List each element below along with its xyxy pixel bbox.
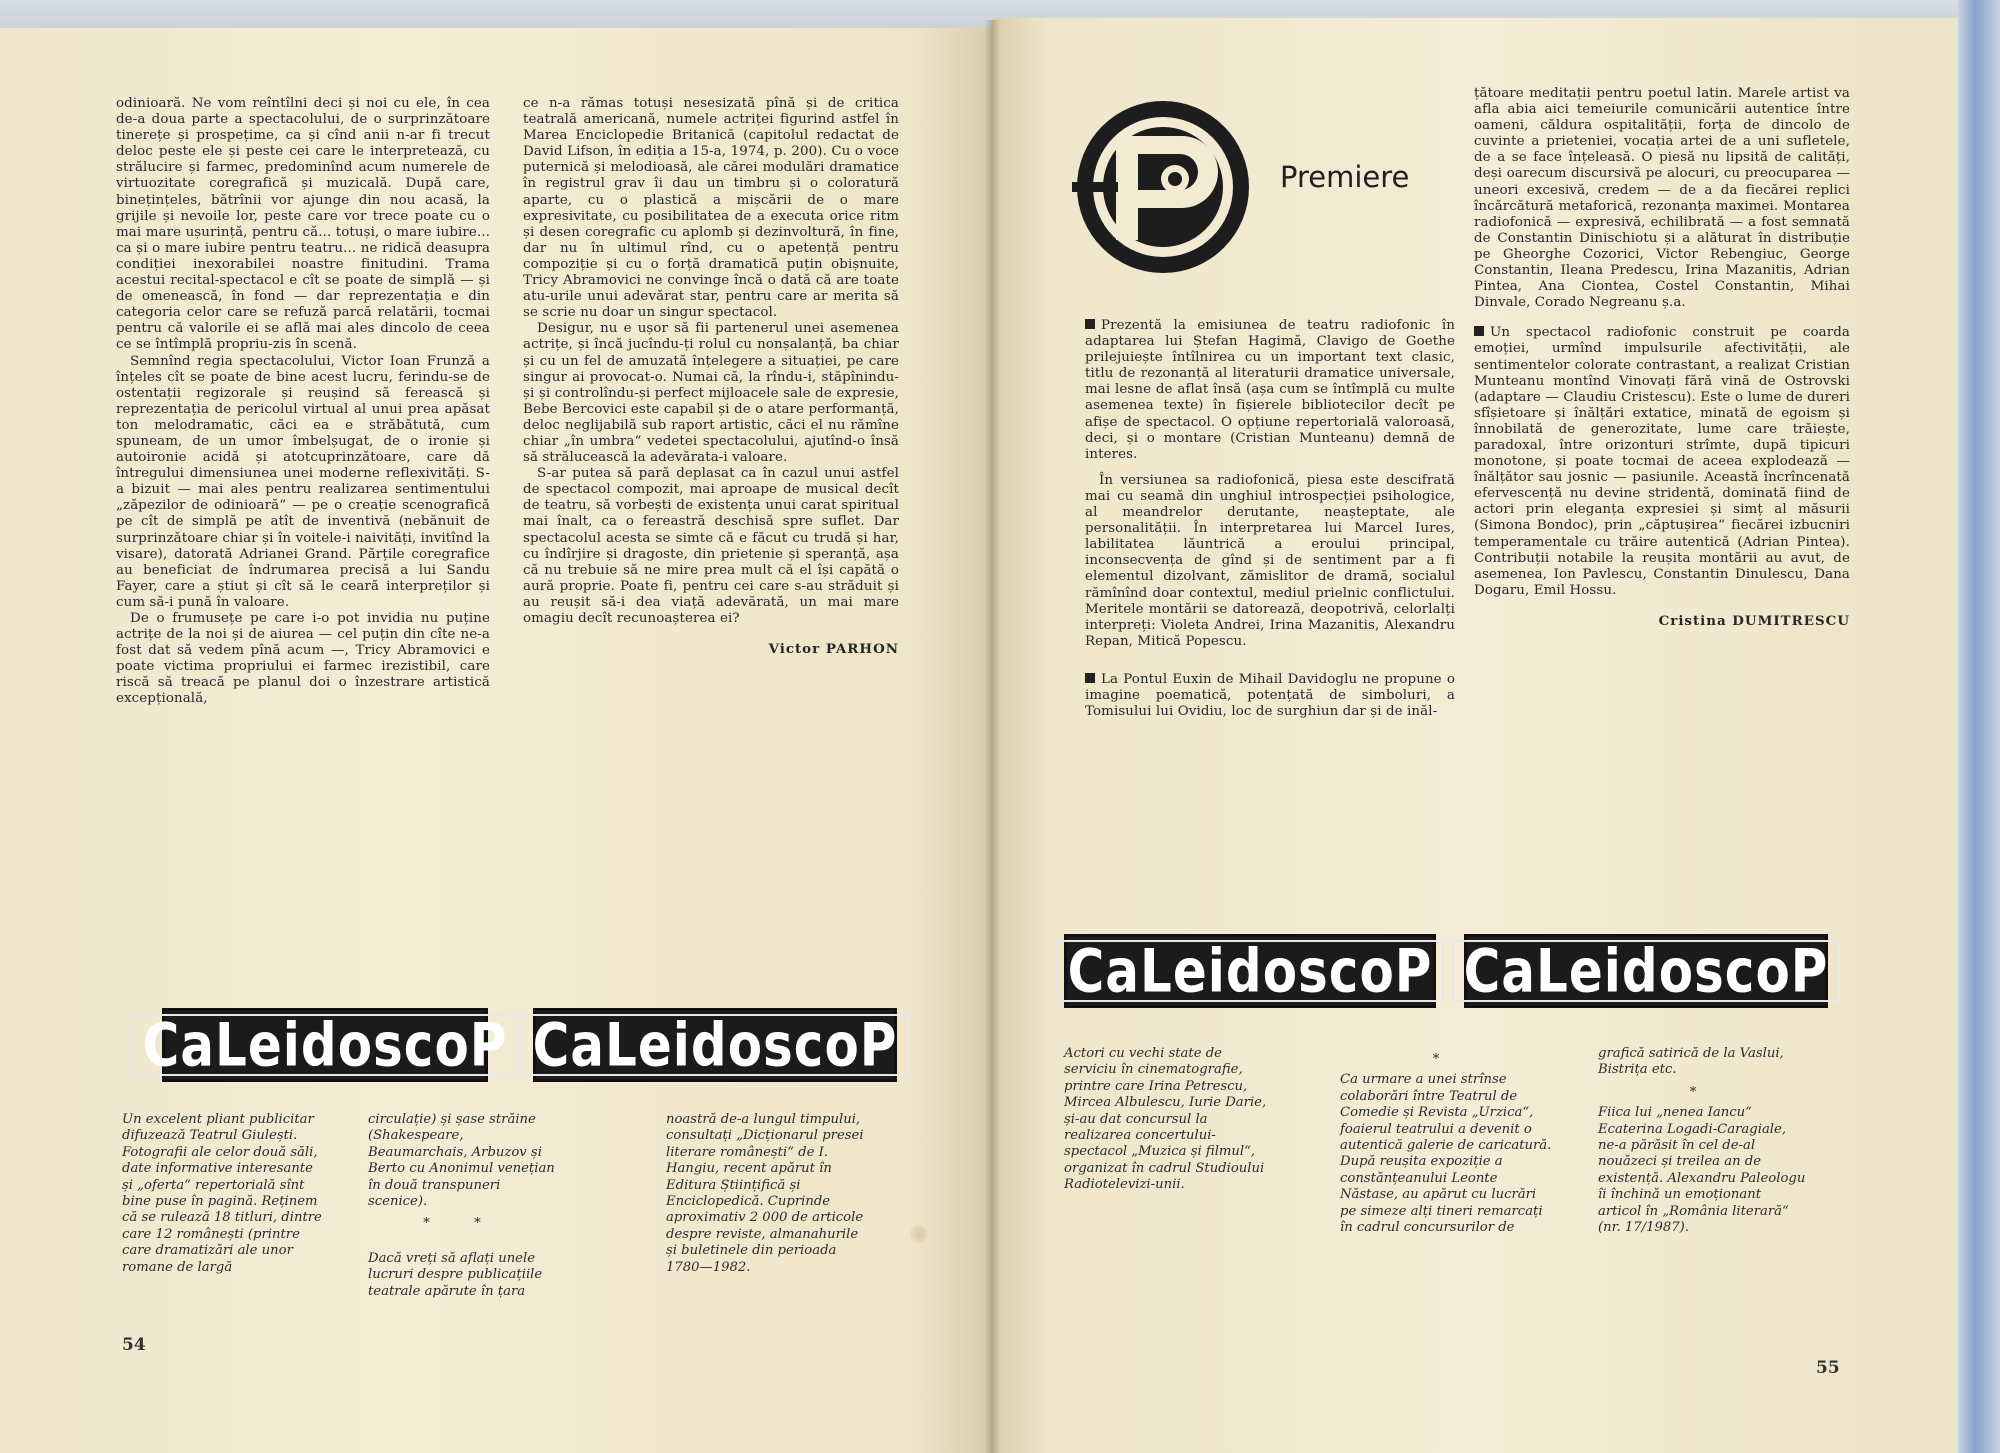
right-italic-column-3 bbox=[1598, 1046, 1808, 1236]
paragraph: Desigur, nu e ușor să fii partenerul unei asemenea actrițe, și încă jucîndu-ți rolul cu nonșalanță, ba chiar și cu un fel de amuzată înțelegere a situației, pe care singur ai provocat-o. Numai că, la rîndu-i, stăpînindu-și și controlîndu-și perfect mijloacele sale de expresie, Bebe Bercovici este capabil și de o atare performanță, deloc neglijabilă sub raport artistic, căci el nu rămîne chiar „în umbra“ vedetei spectacolului, ajutînd-o însă să strălucească la adevărata-i valoare. bbox=[523, 321, 899, 466]
paragraph: S-ar putea să pară deplasat ca în cazul unui astfel de spectacol compozit, mai aproape de musical decît de teatru, să vorbești de existența unui carat spiritual mai înalt, ca o fereastră deschisă spre suflet. Dar spectacolul acesta se simte că e făcut cu trudă și har, cu îndîrjire și dragoste, din prietenie și speranță, așa că nu trebuie să ne mire prea mult că el își capătă o aură proprie. Poate fi, pentru cei care s-au străduit și au reușit să-i dea viață adevărată, un mai mare omagiu decît recunoașterea ei? bbox=[523, 466, 899, 626]
right-column-1 bbox=[1085, 318, 1455, 720]
left-column-2 bbox=[523, 96, 899, 657]
square-bullet-icon bbox=[1085, 673, 1095, 683]
separator-stars: * bbox=[1689, 1084, 1717, 1100]
author-signature: Cristina DUMITRESCU bbox=[1658, 612, 1850, 629]
right-italic-column-1 bbox=[1064, 1046, 1272, 1194]
author-signature: Victor PARHON bbox=[768, 641, 899, 658]
paragraph: La Pontul Euxin de Mihail Davidoglu ne propune o imagine poematică, potențată de simboluri, a Tomisului lui Ovidiu, loc de surghiun dar și de inăl- bbox=[1085, 671, 1455, 720]
banner-title: CaLeidoscoP bbox=[142, 1010, 508, 1080]
news-item: circulație) și șase străine (Shakespeare, Beaumarchais, Arbuzov și Berto cu Anonimul venețian în două transpuneri scenice). bbox=[368, 1112, 555, 1210]
banner-title: CaLeidoscoP bbox=[1067, 936, 1433, 1006]
premiere-logo-icon bbox=[1072, 96, 1254, 278]
square-bullet-icon bbox=[1085, 319, 1095, 329]
paper-stain bbox=[910, 1225, 928, 1243]
separator-stars: * bbox=[1432, 1052, 1460, 1067]
news-item: grafică satirică de la Vaslui, Bistrița etc. bbox=[1598, 1046, 1784, 1078]
caleidoscop-banner-right-1 bbox=[1064, 934, 1436, 1008]
page-number-right: 55 bbox=[1816, 1358, 1840, 1378]
square-bullet-icon bbox=[1474, 326, 1484, 336]
left-italic-column-3 bbox=[666, 1112, 866, 1276]
left-column-1 bbox=[116, 96, 490, 708]
news-item: Un excelent pliant publicitar difuzează Teatrul Giulești. Fotografii ale celor două săli, date informative interesante și „oferta“ repertorială sînt bine puse în pagină. Reținem că se rulează 18 titluri, dintre care 12 românești (printre care dramatizări ale unor romane de largă bbox=[122, 1112, 322, 1275]
news-item: Fiica lui „nenea Iancu“ Ecaterina Logadi-Caragiale, ne-a părăsit în cel de-al nouăzeci și treilea an de existență. Alexandru Paleologu îi închină un emoționant articol în „România literară“ (nr. 17/1987). bbox=[1598, 1105, 1806, 1236]
page-number-left: 54 bbox=[122, 1335, 146, 1355]
paragraph: Un spectacol radiofonic construit pe coarda emoției, urmînd impulsurile afectivității, ale sentimentelor colorate contrastant, a realizat Cristian Munteanu montînd Vinovați fără vină de Ostrovski (adaptare — Claudiu Cristescu). Este o lume de dureri sfîșietoare și înălțări extatice, minată de egoism și înnobilată de generozitate, lume care trăiește, paradoxal, între orizonturi strîmte, după tipicuri monotone, și poate tocmai de aceea explodează — înălțător sau josnic — pasiunile. Această încrîncenată efervescență nu devine stridentă, dominată fiind de actori prin eleganța expresiei și simț al măsurii (Simona Bondoc), prin „căptușirea“ fiecărei izbucniri temperamentale cu trăire autentică (Adrian Pintea). Contribuții notabile la reușita montării au avut, de asemenea, Ion Pavlescu, Constantin Dinulescu, Dana Dogaru, Emil Hossu. bbox=[1474, 325, 1850, 598]
paragraph: ce n-a rămas totuși nesesizată pînă și de critica teatrală americană, numele actriței figurind astfel în Marea Enciclopedie Britanică (capitolul redactat de David Lifson, în ediția a 15-a, 1974, p. 200). Cu o voce puternică și melodioasă, ale cărei modulări dramatice în registrul grav îi dau un timbru și o coloratură aparte, cu o plastică a mișcării de o mare expresivitate, cu posibilitatea de a executa orice ritm și desen coregrafic cu aplomb și dezinvoltură, în fine, dar nu în ultimul rînd, cu o apetență pentru compoziție și cu o forță dramatică puțin obișnuite, Tricy Abramovici ne convinge încă o dată că are toate atu-urile unui adevărat star, pentru care ar merita să se scrie nu doar un singur spectacol. bbox=[523, 96, 899, 321]
paragraph: De o frumusețe pe care i-o pot invidia nu puține actrițe de la noi și de aiurea — cel puțin din cîte ne-a fost dat să vedem pînă acum —, Tricy Abramovici e poate victima propriului ei farmec irezistibil, care riscă să treacă pe planul doi o înzestrare artistică excepțională, bbox=[116, 611, 490, 707]
left-italic-column-2 bbox=[368, 1112, 556, 1300]
news-item: Actori cu vechi state de serviciu în cinematografie, printre care Irina Petrescu, Mircea Albulescu, Iurie Darie, și-au dat concursul la realizarea concertului-spectacol „Muzica și filmul“, organizat în cadrul Studioului Radiotelevizi-unii. bbox=[1064, 1046, 1267, 1193]
caleidoscop-banner-left-2 bbox=[533, 1008, 897, 1082]
paragraph: odinioară. Ne vom reîntîlni deci și noi cu ele, în cea de-a doua parte a spectacolului, de o surprinzătoare tinerețe și prospețime, ca și cînd anii n-ar fi trecut deloc peste ele și peste cei care le interpretează, cu strălucire și farmec, predominînd acum numerele de virtuozitate coregrafică și muzicală. După care, binețințeles, bătrînii vor ajunge din nou acasă, la grijile și nevoile lor, peste care vor trece poate cu o mai mare ușurință, pentru că... totuși, o mare iubire... ca și o mare iubire pentru teatru... ne ridică deasupra condiției inexorabilei noastre finitudini. Trama acestui recital-spectacol e cît se poate de simplă — și de omenească, în fond — dar reprezentația e din categoria celor care se refuză parcă relatării, tocmai pentru că valorile ei se află mai ales dincolo de ceea ce se întîmplă propriu-zis în scenă. bbox=[116, 96, 490, 353]
left-italic-column-1 bbox=[122, 1112, 326, 1276]
news-item: Dacă vreți să aflați unele lucruri despre publicațiile teatrale apărute în țara bbox=[368, 1250, 543, 1299]
scan-background-right bbox=[1958, 0, 2000, 1453]
section-title: Premiere bbox=[1280, 160, 1410, 194]
news-item: noastră de-a lungul timpului, consultați „Dicționarul presei literare românești“ de I. Hangiu, recent apărut în Editura Științifică și Enciclopedică. Cuprinde aproximativ 2 000 de articole despre reviste, almanahurile și buletinele din perioada 1780—1982. bbox=[666, 1112, 864, 1275]
right-column-2 bbox=[1474, 86, 1850, 629]
right-italic-column-2 bbox=[1340, 1046, 1552, 1236]
paragraph: Semnînd regia spectacolului, Victor Ioan Frunză a înțeles cît se poate de bine acest lucru, ferindu-se de ostentații regizorale și reușind să ferească și reprezentația de pericolul virtual al unui prea apăsat ton melodramatic, căci ea e străbătută, cum spuneam, de un umor îmbelșugat, de o ironie și autoironie acidă și atotcuprinzătoare, care dă întregului dimensiunea unei moderne reflexivități. S-a bizuit — mai ales pentru realizarea sentimentului „zăpezilor de odinioară“ — pe o creație scenografică pe cît de simplă pe atît de inventivă (nebănuit de surprinzătoare chiar și în voitele-i naivități, invitînd la visare), datorată Adrianei Grand. Părțile coregrafice au beneficiat de îndrumarea precisă a lui Sandu Fayer, care a știut și cît să le ceară interpreților și cum să-i pună în valoare. bbox=[116, 353, 490, 610]
paragraph: țătoare meditații pentru poetul latin. Marele artist va afla abia aici temeiurile comunicării autentice între oameni, căldura ospitalității, forța de dincolo de cuvinte a prieteniei, vocația artei de a uni sufletele, de a se face înțeleasă. O piesă nu lipsită de calități, deși oarecum discursivă pe alocuri, cu preocuparea — uneori excesivă, credem — de a da fiecărei replici încărcătură metaforică, rezonanța maximei. Montarea radiofonică — expresivă, echilibrată — a fost semnată de Constantin Dinischiotu și a alăturat în distribuție pe Gheorghe Cozorici, Victor Rebengiuc, George Constantin, Ileana Predescu, Irina Mazanitis, Adrian Pintea, Ana Ciontea, Costel Constantin, Mihai Dinvale, Corado Negreanu ș.a. bbox=[1474, 86, 1850, 311]
banner-title: CaLeidoscoP bbox=[1463, 936, 1829, 1006]
paragraph: În versiunea sa radiofonică, piesa este descifrată mai cu seamă din unghiul introspecției psihologice, al meandrelor derutante, neașteptate, ale personalității. În interpretarea lui Marcel Iures, labilitatea lăuntrică a eroului principal, inconsecvența de gînd și de sentiment par a fi elementul dizolvant, zămislitor de dramă, socialul rămînînd doar contextul, mediul prielnic conflictului. Meritele montării se datorează, deopotrivă, celorlalți interpreți: Violeta Andrei, Irina Mazanitis, Alexandru Repan, Mitică Popescu. bbox=[1085, 472, 1455, 649]
news-item: Ca urmare a unei strînse colaborări între Teatrul de Comedie și Revista „Urzica“, foaierul teatrului a devenit o autentică galerie de caricatură. După reușita expoziție a constănțeanului Leonte Năstase, au apărut cu lucrări pe simeze alți tineri remarcați în cadrul concursurilor de bbox=[1340, 1072, 1552, 1236]
paragraph: Prezentă la emisiunea de teatru radiofonic în adaptarea lui Ștefan Hagimă, Clavigo de Goethe prilejuiește întîlnirea cu un important text clasic, titlu de rezonanță al literaturii dramatice universale, mai lesne de aflat însă (așa cum se întîmplă cu multe asemenea texte) în fișierele bibliotecilor decît pe afișe de spectacol. O opțiune repertorială valoroasă, deci, și o montare (Cristian Munteanu) demnă de interes. bbox=[1085, 318, 1455, 462]
caleidoscop-banner-left-1 bbox=[142, 1008, 508, 1082]
separator-stars: * * bbox=[423, 1216, 501, 1232]
banner-title: CaLeidoscoP bbox=[532, 1010, 898, 1080]
caleidoscop-banner-right-2 bbox=[1464, 934, 1828, 1008]
book-gutter bbox=[984, 20, 1000, 1453]
